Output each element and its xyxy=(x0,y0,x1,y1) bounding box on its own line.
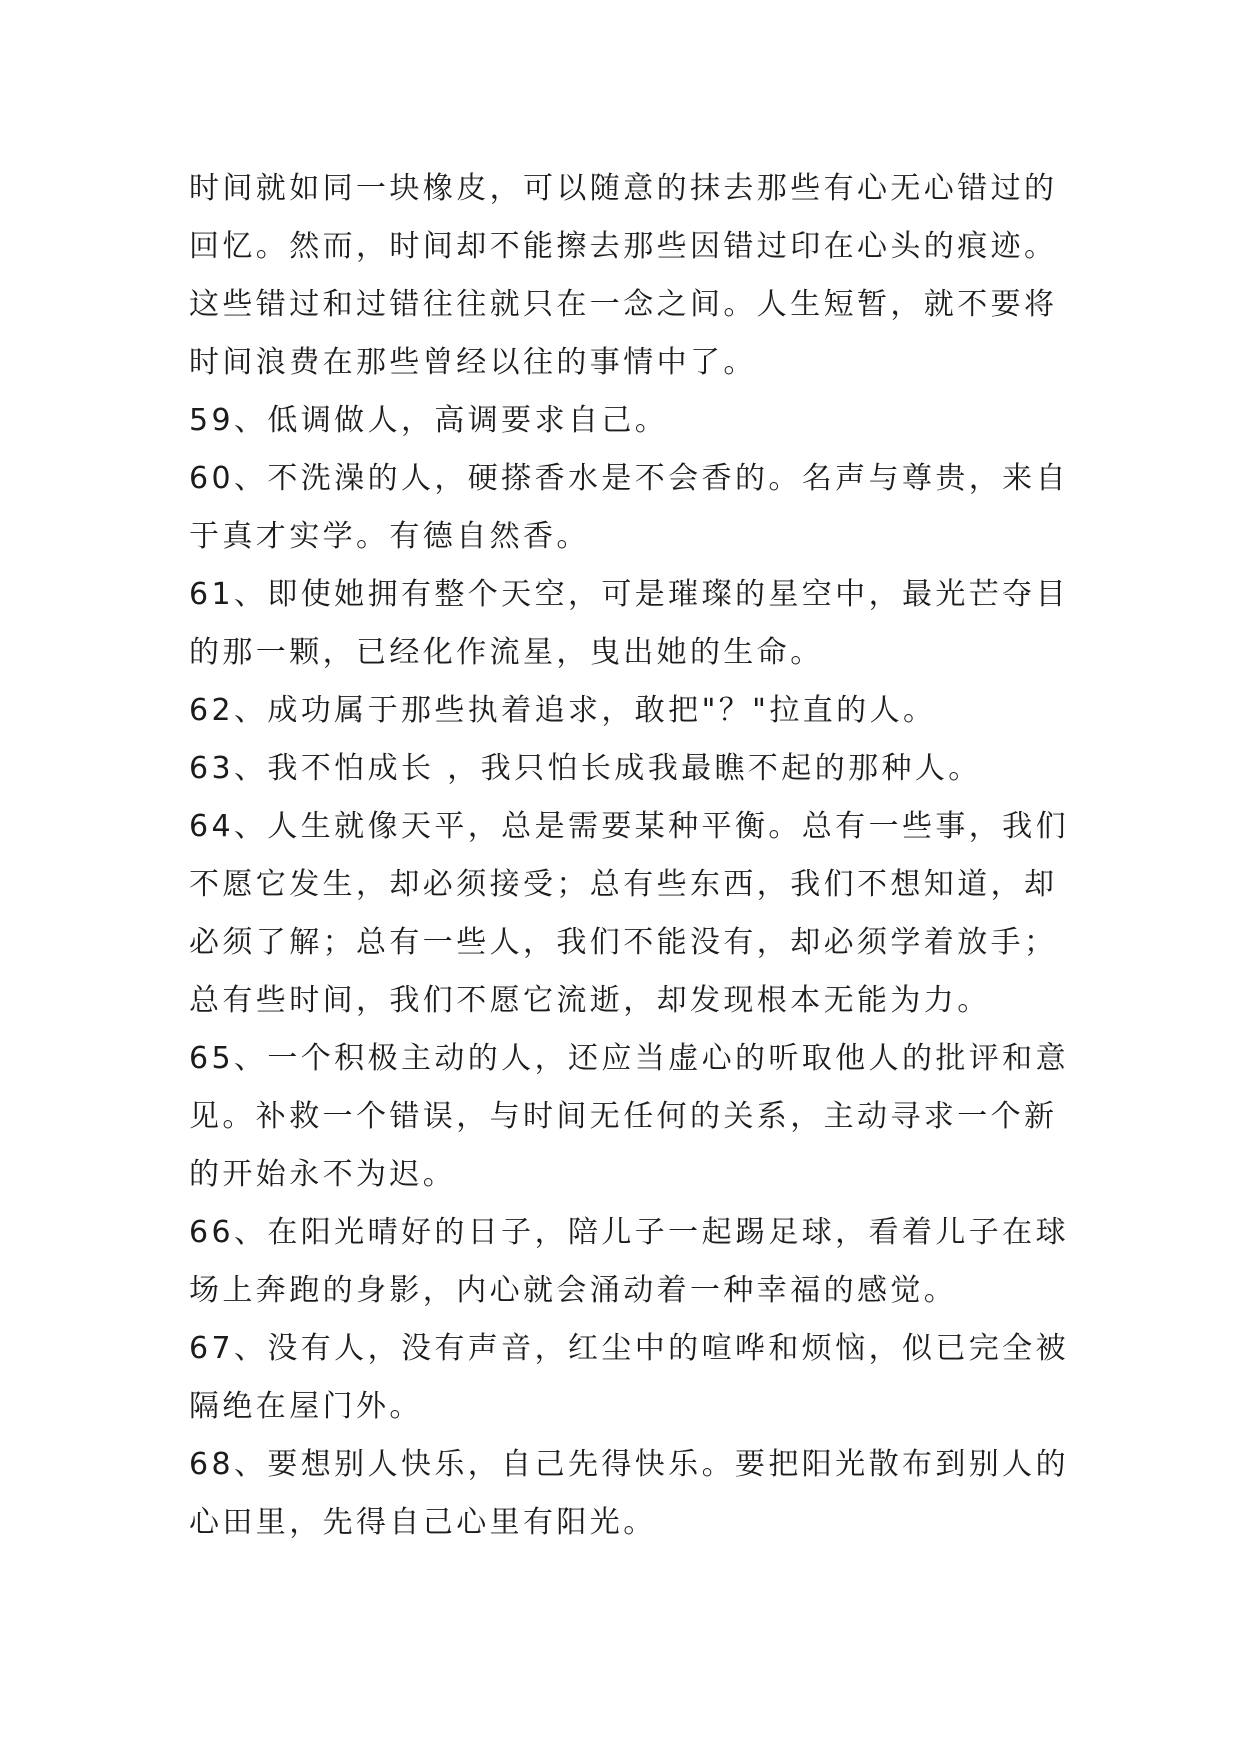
text-line: 隔绝在屋门外。 xyxy=(189,1389,423,1424)
text-line: 时间浪费在那些曾经以往的事情中了。 xyxy=(189,345,757,380)
text-line: 于真才实学。有德自然香。 xyxy=(189,519,590,554)
document-body xyxy=(189,160,1069,1552)
text-line: 见。补救一个错误，与时间无任何的关系，主动寻求一个新 xyxy=(189,1099,1058,1134)
text-line: 66、在阳光晴好的日子，陪儿子一起踢足球，看着儿子在球 xyxy=(189,1215,1069,1250)
text-line: 65、一个积极主动的人，还应当虚心的听取他人的批评和意 xyxy=(189,1041,1069,1076)
text-line: 必须了解；总有一些人，我们不能没有，却必须学着放手； xyxy=(189,925,1058,960)
text-line: 的那一颗，已经化作流星，曳出她的生命。 xyxy=(189,635,824,670)
text-line: 64、人生就像天平，总是需要某种平衡。总有一些事，我们 xyxy=(189,809,1069,844)
text-line: 68、要想别人快乐，自己先得快乐。要把阳光散布到别人的 xyxy=(189,1447,1069,1482)
text-line: 67、没有人，没有声音，红尘中的喧哗和烦恼，似已完全被 xyxy=(189,1331,1069,1366)
text-line: 总有些时间，我们不愿它流逝，却发现根本无能为力。 xyxy=(189,983,991,1018)
text-line: 63、我不怕成长 ，我只怕长成我最瞧不起的那种人。 xyxy=(189,751,982,786)
text-line: 62、成功属于那些执着追求，敢把"？"拉直的人。 xyxy=(189,693,937,728)
text-line: 不愿它发生，却必须接受；总有些东西，我们不想知道，却 xyxy=(189,867,1058,902)
text-line: 61、即使她拥有整个天空，可是璀璨的星空中，最光芒夺目 xyxy=(189,577,1069,612)
text-line: 的开始永不为迟。 xyxy=(189,1157,457,1192)
text-line: 回忆。然而，时间却不能擦去那些因错过印在心头的痕迹。 xyxy=(189,229,1058,264)
text-line: 心田里，先得自己心里有阳光。 xyxy=(189,1505,657,1540)
text-line: 59、低调做人，高调要求自己。 xyxy=(189,403,669,438)
text-line: 时间就如同一块橡皮，可以随意的抹去那些有心无心错过的 xyxy=(189,171,1058,206)
text-line: 60、不洗澡的人，硬搽香水是不会香的。名声与尊贵，来自 xyxy=(189,461,1069,496)
text-line: 场上奔跑的身影，内心就会涌动着一种幸福的感觉。 xyxy=(189,1273,958,1308)
text-line: 这些错过和过错往往就只在一念之间。人生短暂，就不要将 xyxy=(189,287,1058,322)
